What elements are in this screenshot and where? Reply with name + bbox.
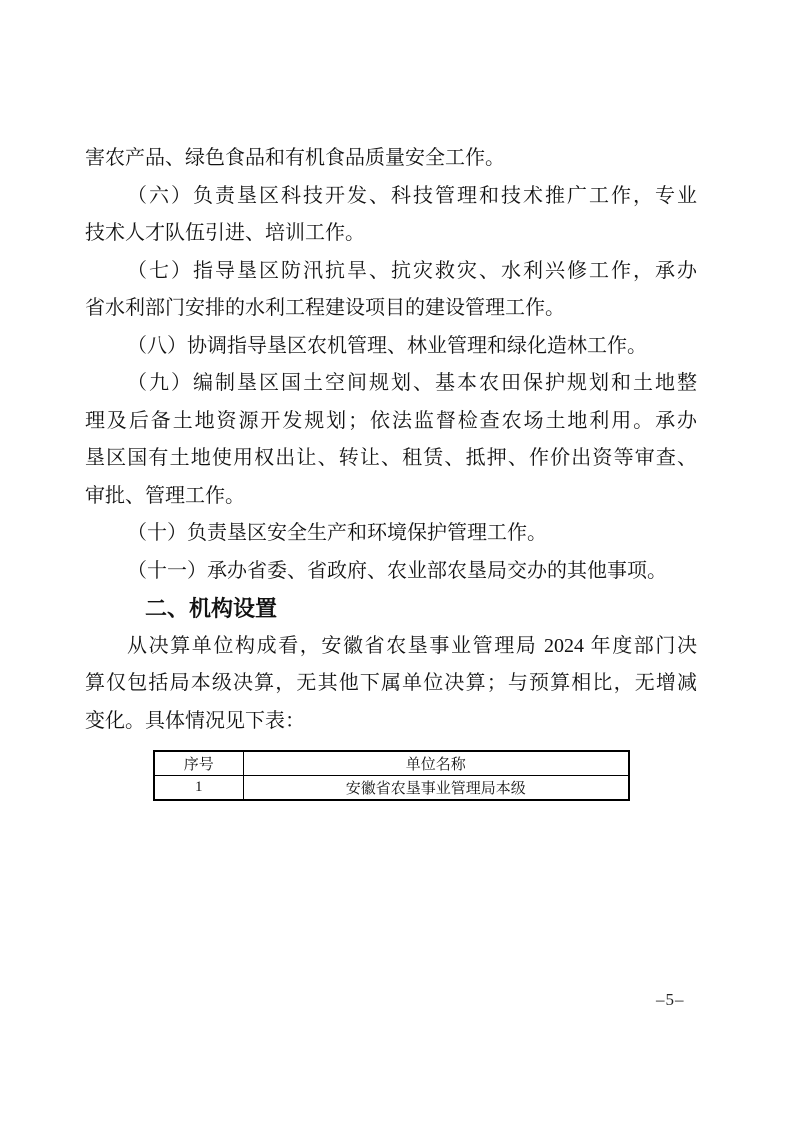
table-header-cell-name: 单位名称 (243, 751, 629, 776)
body-line: （十）负责垦区安全生产和环境保护管理工作。 (127, 522, 547, 544)
page-number: –5– (656, 990, 685, 1009)
table-row (154, 776, 629, 801)
page-body (85, 140, 697, 801)
paragraph-line: 从决算单位构成看，安徽省农垦事业管理局 2024 年度部门决 (127, 634, 697, 657)
units-table (153, 750, 630, 801)
body-line: 垦区国有土地使用权出让、转让、租赁、抵押、作价出资等审查、 (85, 447, 697, 469)
paragraph-line: 变化。具体情况见下表： (85, 709, 305, 732)
body-line: （六）负责垦区科技开发、科技管理和技术推广工作，专业 (127, 184, 697, 207)
table-cell-name: 安徽省农垦事业管理局本级 (243, 776, 629, 801)
body-line: 技术人才队伍引进、培训工作。 (85, 222, 365, 244)
table-header-row (154, 751, 629, 776)
body-line: 害农产品、绿色食品和有机食品质量安全工作。 (85, 147, 505, 169)
paragraph-line: 算仅包括局本级决算，无其他下属单位决算；与预算相比，无增减 (85, 672, 697, 694)
body-line: 省水利部门安排的水利工程建设项目的建设管理工作。 (85, 297, 565, 319)
table-header-cell-no: 序号 (154, 751, 243, 776)
body-line: （十一）承办省委、省政府、农业部农垦局交办的其他事项。 (127, 559, 667, 582)
body-line: 理及后备土地资源开发规划；依法监督检查农场土地利用。承办 (85, 409, 697, 432)
body-line: （七）指导垦区防汛抗旱、抗灾救灾、水利兴修工作，承办 (127, 259, 697, 282)
section-heading: 二、机构设置 (145, 596, 278, 621)
body-line: （九）编制垦区国土空间规划、基本农田保护规划和土地整 (127, 372, 697, 394)
body-line: 审批、管理工作。 (85, 484, 245, 507)
body-line: （八）协调指导垦区农机管理、林业管理和绿化造林工作。 (127, 334, 647, 357)
table-cell-no: 1 (154, 776, 243, 801)
